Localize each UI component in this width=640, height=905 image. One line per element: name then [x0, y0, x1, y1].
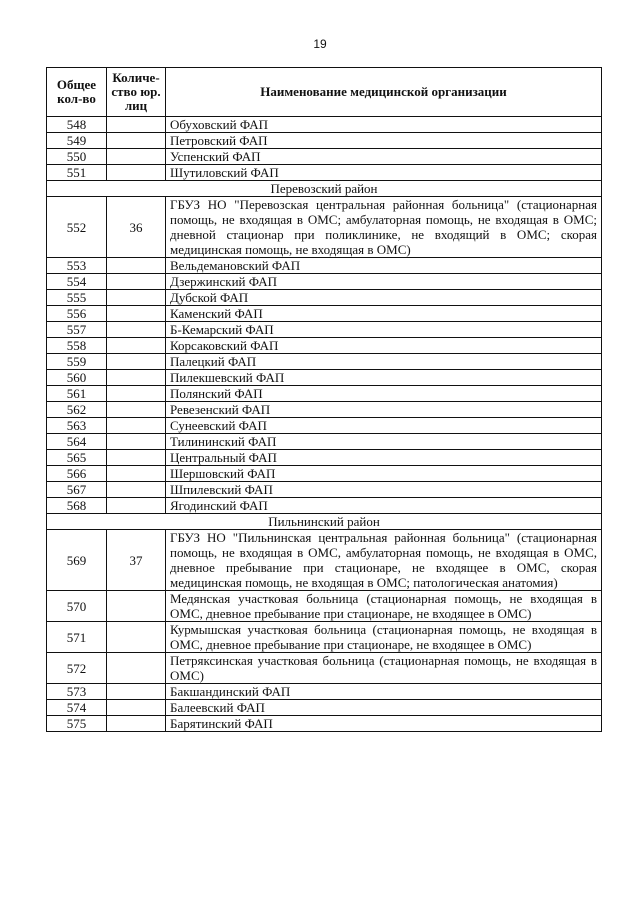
table-row: [47, 700, 602, 716]
row-number: 554: [47, 274, 107, 290]
row-legal-count: [107, 450, 166, 466]
row-org-name: Каменский ФАП: [166, 306, 602, 322]
row-legal-count: [107, 591, 166, 622]
table-row: [47, 434, 602, 450]
row-org-name: Петряксинская участковая больница (стационарная помощь, не входящая в ОМС): [166, 653, 602, 684]
row-legal-count: [107, 133, 166, 149]
row-number: 552: [47, 197, 107, 258]
row-org-name: Успенский ФАП: [166, 149, 602, 165]
table-header: [47, 68, 602, 117]
row-legal-count: [107, 258, 166, 274]
row-legal-count: [107, 386, 166, 402]
row-legal-count: [107, 716, 166, 732]
table-row: [47, 117, 602, 133]
row-org-name: Полянский ФАП: [166, 386, 602, 402]
table-row: [47, 370, 602, 386]
row-legal-count: [107, 684, 166, 700]
table-row: [47, 290, 602, 306]
table-row: [47, 354, 602, 370]
row-org-name: Бакшандинский ФАП: [166, 684, 602, 700]
row-org-name: ГБУЗ НО "Перевозская центральная районная больница" (стационарная помощь, не входящая в ОМС; амбулаторная помощь, не входящая в ОМС; дневной стационар при поликлинике, не входящий в ОМС; скорая медицинская помощь, не входящая в ОМС): [166, 197, 602, 258]
table-row: [47, 418, 602, 434]
row-org-name: Курмышская участковая больница (стационарная помощь, не входящая в ОМС, дневное пребывание при стационаре, не входящее в ОМС): [166, 622, 602, 653]
table-row: [47, 402, 602, 418]
table-row: [47, 274, 602, 290]
table-row: [47, 149, 602, 165]
row-legal-count: 37: [107, 530, 166, 591]
row-org-name: Шпилевский ФАП: [166, 482, 602, 498]
row-number: 551: [47, 165, 107, 181]
row-org-name: Центральный ФАП: [166, 450, 602, 466]
row-legal-count: [107, 149, 166, 165]
table-row: [47, 322, 602, 338]
row-org-name: Шершовский ФАП: [166, 466, 602, 482]
row-number: 575: [47, 716, 107, 732]
row-org-name: Медянская участковая больница (стационарная помощь, не входящая в ОМС, дневное пребывание при стационаре, не входящее в ОМС): [166, 591, 602, 622]
row-legal-count: [107, 354, 166, 370]
row-org-name: Тилининский ФАП: [166, 434, 602, 450]
row-org-name: Пилекшевский ФАП: [166, 370, 602, 386]
row-number: 568: [47, 498, 107, 514]
row-number: 560: [47, 370, 107, 386]
row-number: 561: [47, 386, 107, 402]
row-org-name: Ягодинский ФАП: [166, 498, 602, 514]
row-number: 549: [47, 133, 107, 149]
table-row: [47, 258, 602, 274]
row-legal-count: [107, 622, 166, 653]
row-legal-count: 36: [107, 197, 166, 258]
page-number: 19: [313, 37, 327, 51]
row-org-name: Дубской ФАП: [166, 290, 602, 306]
table-row: [47, 386, 602, 402]
table-row: [47, 716, 602, 732]
row-org-name: Б-Кемарский ФАП: [166, 322, 602, 338]
row-legal-count: [107, 434, 166, 450]
row-org-name: Ревезенский ФАП: [166, 402, 602, 418]
table-row: [47, 684, 602, 700]
table-row: [47, 133, 602, 149]
row-legal-count: [107, 700, 166, 716]
row-org-name: Балеевский ФАП: [166, 700, 602, 716]
row-number: 569: [47, 530, 107, 591]
row-legal-count: [107, 306, 166, 322]
row-number: 572: [47, 653, 107, 684]
row-org-name: ГБУЗ НО "Пильнинская центральная районная больница" (стационарная помощь, не входящая в ОМС, амбулаторная помощь, не входящая в ОМС, дневное пребывание при стационаре, не входящее в ОМС, скорая медицинская помощь, не входящая в ОМС; патологическая анатомия): [166, 530, 602, 591]
table-row: [47, 197, 602, 258]
table-row: [47, 498, 602, 514]
row-org-name: Вельдемановский ФАП: [166, 258, 602, 274]
row-legal-count: [107, 117, 166, 133]
row-number: 550: [47, 149, 107, 165]
table-row: [47, 591, 602, 622]
row-number: 571: [47, 622, 107, 653]
row-number: 570: [47, 591, 107, 622]
table-row: [47, 450, 602, 466]
row-legal-count: [107, 466, 166, 482]
header-org-name: Наименование медицинской организации: [166, 68, 602, 117]
row-legal-count: [107, 418, 166, 434]
table-row: [47, 482, 602, 498]
row-legal-count: [107, 482, 166, 498]
row-org-name: Обуховский ФАП: [166, 117, 602, 133]
table-row: [47, 338, 602, 354]
row-legal-count: [107, 402, 166, 418]
table-row: [47, 653, 602, 684]
row-number: 567: [47, 482, 107, 498]
table-row: [47, 530, 602, 591]
table-row: [47, 622, 602, 653]
row-number: 558: [47, 338, 107, 354]
district-row: [47, 514, 602, 530]
row-number: 563: [47, 418, 107, 434]
medical-organizations-table: [46, 67, 602, 732]
row-legal-count: [107, 290, 166, 306]
table-row: [47, 306, 602, 322]
row-legal-count: [107, 370, 166, 386]
row-legal-count: [107, 653, 166, 684]
header-total: Общее кол-во: [47, 68, 107, 117]
row-number: 555: [47, 290, 107, 306]
row-number: 556: [47, 306, 107, 322]
district-row: [47, 181, 602, 197]
row-number: 565: [47, 450, 107, 466]
row-number: 574: [47, 700, 107, 716]
district-title: Пильнинский район: [47, 514, 602, 530]
row-org-name: Дзержинский ФАП: [166, 274, 602, 290]
row-legal-count: [107, 322, 166, 338]
row-legal-count: [107, 498, 166, 514]
table-row: [47, 466, 602, 482]
row-org-name: Петровский ФАП: [166, 133, 602, 149]
table-row: [47, 165, 602, 181]
row-legal-count: [107, 338, 166, 354]
row-number: 562: [47, 402, 107, 418]
header-row: [47, 68, 602, 117]
row-number: 559: [47, 354, 107, 370]
row-org-name: Барятинский ФАП: [166, 716, 602, 732]
row-org-name: Корсаковский ФАП: [166, 338, 602, 354]
table-body: [47, 117, 602, 732]
header-legal-count: Количе-ство юр. лиц: [107, 68, 166, 117]
row-legal-count: [107, 165, 166, 181]
row-number: 557: [47, 322, 107, 338]
row-org-name: Шутиловский ФАП: [166, 165, 602, 181]
row-number: 548: [47, 117, 107, 133]
row-org-name: Сунеевский ФАП: [166, 418, 602, 434]
row-number: 573: [47, 684, 107, 700]
row-legal-count: [107, 274, 166, 290]
row-org-name: Палецкий ФАП: [166, 354, 602, 370]
district-title: Перевозский район: [47, 181, 602, 197]
row-number: 564: [47, 434, 107, 450]
row-number: 566: [47, 466, 107, 482]
row-number: 553: [47, 258, 107, 274]
